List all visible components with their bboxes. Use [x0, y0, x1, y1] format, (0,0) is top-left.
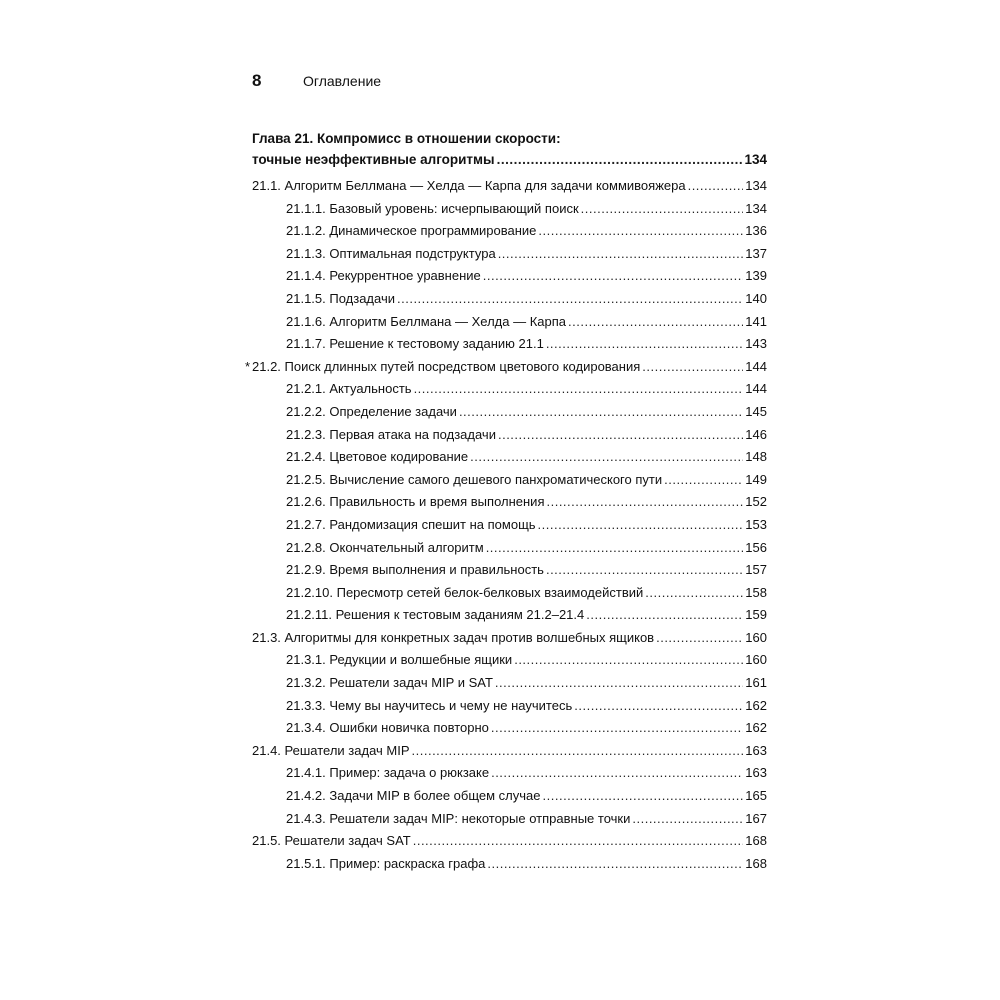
- toc-entry-page-number: 134: [745, 178, 767, 193]
- toc-entry-title: 21.5.1. Пример: раскраска графа: [286, 855, 486, 871]
- toc-entry-title: 21.4.3. Решатели задач MIP: некоторые отправные точки: [286, 810, 631, 826]
- toc-entry-page-number: 148: [745, 449, 767, 465]
- dot-leader: [586, 604, 743, 627]
- toc-subsection-entry: [0, 333, 1000, 356]
- chapter-title-line-2: точные неэффективные алгоритмы: [252, 152, 495, 167]
- toc-entry-title: 21.3.4. Ошибки новичка повторно: [286, 720, 489, 736]
- toc-subsection-entry: [0, 243, 1000, 266]
- dot-leader: [664, 469, 743, 492]
- toc-section-entry: [0, 356, 1000, 379]
- dot-leader: [413, 830, 744, 853]
- dot-leader: [459, 401, 743, 424]
- toc-entry-page-number: 160: [745, 629, 767, 645]
- toc-entry-title: 21.2.7. Рандомизация спешит на помощь: [286, 516, 536, 532]
- dot-leader: [498, 424, 743, 447]
- toc-entry-page-number: 141: [745, 313, 767, 329]
- toc-entry-title: 21.1.4. Рекуррентное уравнение: [286, 268, 481, 284]
- toc-subsection-entry: [0, 695, 1000, 718]
- toc-entry-page-number: 140: [745, 290, 767, 306]
- toc-entry-page-number: 165: [745, 788, 767, 804]
- toc-entry-title: 21.1.5. Подзадачи: [286, 290, 395, 306]
- toc-subsection-entry: [0, 424, 1000, 447]
- toc-entry-title: 21.4. Решатели задач MIP: [252, 742, 410, 758]
- dot-leader: [632, 808, 743, 831]
- toc-entry-title: 21.1.6. Алгоритм Беллмана — Хелда — Карпа: [286, 313, 567, 329]
- dot-leader: [497, 149, 743, 170]
- toc-entry-title: 21.2.5. Вычисление самого дешевого панхроматического пути: [286, 471, 663, 487]
- dot-leader: [546, 333, 743, 356]
- toc-subsection-entry: [0, 672, 1000, 695]
- toc-entry-title: 21.4.2. Задачи MIP в более общем случае: [286, 788, 541, 804]
- toc-entry-page-number: 139: [745, 268, 767, 284]
- chapter-page-number: 134: [744, 152, 767, 167]
- toc-entry-title: 21.2.11. Решения к тестовым заданиям 21.2–21.4: [286, 607, 585, 623]
- chapter-heading: [252, 128, 767, 170]
- dot-leader: [568, 311, 743, 334]
- toc-entry-title: 21.1.3. Оптимальная подструктура: [286, 245, 496, 261]
- toc-entry-title: 21.5. Решатели задач SAT: [252, 833, 411, 849]
- dot-leader: [491, 762, 743, 785]
- toc-entry-page-number: 168: [745, 855, 767, 871]
- toc-subsection-entry: [0, 717, 1000, 740]
- toc-subsection-entry: [0, 785, 1000, 808]
- toc-entry-page-number: 144: [745, 358, 767, 374]
- dot-leader: [538, 514, 744, 537]
- dot-leader: [514, 649, 743, 672]
- toc-entry-page-number: 143: [745, 336, 767, 352]
- toc-subsection-entry: [0, 198, 1000, 221]
- dot-leader: [656, 627, 743, 650]
- dot-leader: [546, 491, 743, 514]
- toc-entry-title: 21.3.1. Редукции и волшебные ящики: [286, 652, 513, 668]
- dot-leader: [645, 582, 743, 605]
- toc-section-entry: [0, 627, 1000, 650]
- toc-entry-title: 21.2.9. Время выполнения и правильность: [286, 562, 544, 578]
- toc-entry-page-number: 157: [745, 562, 767, 578]
- toc-entry-title: 21.1.7. Решение к тестовому заданию 21.1: [286, 336, 544, 352]
- dot-leader: [495, 672, 743, 695]
- toc-subsection-entry: [0, 762, 1000, 785]
- chapter-title-line-1: Глава 21. Компромисс в отношении скорости:: [252, 131, 561, 146]
- toc-subsection-entry: [0, 265, 1000, 288]
- running-head: Оглавление: [303, 73, 382, 89]
- page-number: 8: [252, 71, 262, 90]
- toc-entry-page-number: 163: [745, 765, 767, 781]
- page-header: [252, 71, 381, 95]
- dot-leader: [414, 378, 744, 401]
- toc-subsection-entry: [0, 401, 1000, 424]
- dot-leader: [538, 220, 743, 243]
- toc-entry-title: 21.2.10. Пересмотр сетей белок-белковых взаимодействий: [286, 584, 644, 600]
- toc-entry-page-number: 161: [745, 675, 767, 691]
- dot-leader: [397, 288, 743, 311]
- dot-leader: [546, 559, 743, 582]
- toc-subsection-entry: [0, 604, 1000, 627]
- dot-leader: [642, 356, 743, 379]
- toc-subsection-entry: [0, 559, 1000, 582]
- dot-leader: [486, 537, 744, 560]
- toc-subsection-entry: [0, 378, 1000, 401]
- toc-subsection-entry: [0, 446, 1000, 469]
- toc-entry-title: 21.2. Поиск длинных путей посредством цветового кодирования: [252, 358, 641, 374]
- toc-subsection-entry: [0, 288, 1000, 311]
- toc-entry-page-number: 145: [745, 403, 767, 419]
- toc-subsection-entry: [0, 491, 1000, 514]
- toc-entry-page-number: 137: [745, 245, 767, 261]
- toc-entry-page-number: 136: [745, 223, 767, 239]
- chapter-title-line-2-row: [252, 149, 767, 170]
- dot-leader: [491, 717, 743, 740]
- toc-entry-page-number: 167: [745, 810, 767, 826]
- toc-section-entry: [0, 175, 1000, 198]
- dot-leader: [498, 243, 744, 266]
- toc-entry-page-number: 159: [745, 607, 767, 623]
- toc-entry-page-number: 144: [745, 381, 767, 397]
- toc-entry-title: 21.3.2. Решатели задач MIP и SAT: [286, 675, 493, 691]
- toc-entry-page-number: 134: [745, 200, 767, 216]
- toc-entry-page-number: 158: [745, 584, 767, 600]
- toc-entry-title: 21.2.1. Актуальность: [286, 381, 412, 397]
- toc-section-entry: [0, 740, 1000, 763]
- toc-subsection-entry: [0, 537, 1000, 560]
- toc-entry-page-number: 160: [745, 652, 767, 668]
- toc-entry-page-number: 153: [745, 516, 767, 532]
- dot-leader: [412, 740, 744, 763]
- dot-leader: [483, 265, 744, 288]
- dot-leader: [574, 695, 743, 718]
- toc-entry-title: 21.3.3. Чему вы научитесь и чему не научитесь: [286, 697, 573, 713]
- toc-subsection-entry: [0, 311, 1000, 334]
- toc-list: [0, 175, 1000, 875]
- toc-entry-page-number: 162: [745, 697, 767, 713]
- toc-subsection-entry: [0, 582, 1000, 605]
- toc-subsection-entry: [0, 853, 1000, 876]
- toc-entry-title: 21.2.4. Цветовое кодирование: [286, 449, 469, 465]
- toc-subsection-entry: [0, 514, 1000, 537]
- toc-entry-page-number: 152: [745, 494, 767, 510]
- dot-leader: [470, 446, 743, 469]
- toc-entry-page-number: 168: [745, 833, 767, 849]
- dot-leader: [581, 198, 744, 221]
- toc-section-entry: [0, 830, 1000, 853]
- toc-entry-title: 21.4.1. Пример: задача о рюкзаке: [286, 765, 490, 781]
- toc-entry-title: 21.2.3. Первая атака на подзадачи: [286, 426, 496, 442]
- dot-leader: [543, 785, 744, 808]
- toc-entry-title: 21.3. Алгоритмы для конкретных задач против волшебных ящиков: [252, 629, 655, 645]
- toc-subsection-entry: [0, 808, 1000, 831]
- toc-subsection-entry: [0, 469, 1000, 492]
- toc-entry-title: 21.2.2. Определение задачи: [286, 403, 457, 419]
- toc-entry-title: 21.2.8. Окончательный алгоритм: [286, 539, 484, 555]
- dot-leader: [688, 175, 744, 198]
- toc-entry-page-number: 146: [745, 426, 767, 442]
- toc-entry-page-number: 163: [745, 742, 767, 758]
- toc-entry-title: 21.2.6. Правильность и время выполнения: [286, 494, 545, 510]
- toc-entry-page-number: 149: [745, 471, 767, 487]
- toc-subsection-entry: [0, 220, 1000, 243]
- toc-entry-title: 21.1.2. Динамическое программирование: [286, 223, 537, 239]
- toc-entry-title: 21.1.1. Базовый уровень: исчерпывающий поиск: [286, 200, 579, 216]
- toc-entry-page-number: 156: [745, 539, 767, 555]
- advanced-section-marker: *: [245, 358, 251, 374]
- dot-leader: [487, 853, 743, 876]
- toc-subsection-entry: [0, 649, 1000, 672]
- toc-entry-title: 21.1. Алгоритм Беллмана — Хелда — Карпа для задачи коммивояжера: [252, 178, 686, 193]
- toc-entry-page-number: 162: [745, 720, 767, 736]
